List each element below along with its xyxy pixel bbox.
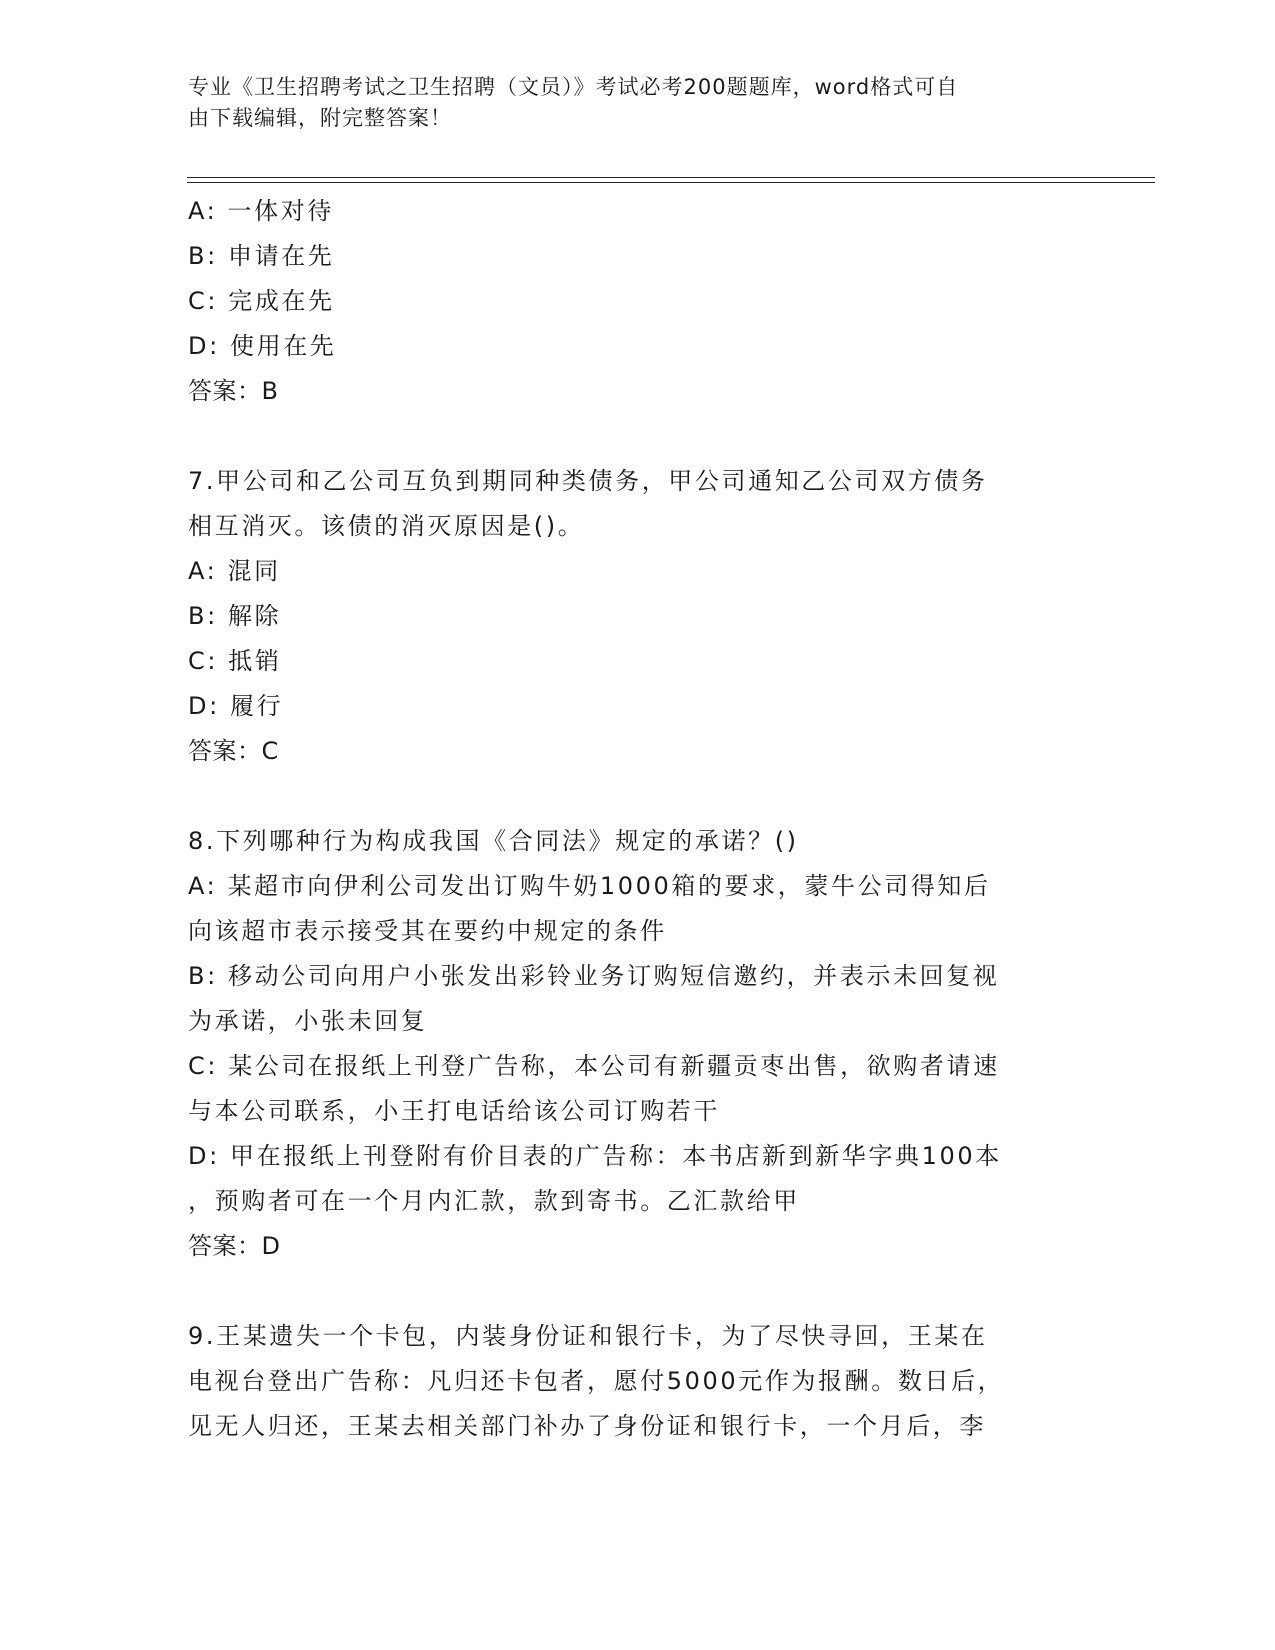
q7-option-c: C: 抵销 [188, 647, 282, 675]
header-line-2: 由下载编辑，附完整答案！ [188, 106, 452, 130]
q8-option-b-cont: 为承诺，小张未回复 [188, 1007, 428, 1035]
q8-option-a: A: 某超市向伊利公司发出订购牛奶1000箱的要求，蒙牛公司得知后 [188, 872, 991, 900]
header-line-1: 专业《卫生招聘考试之卫生招聘（文员）》考试必考200题题库，word格式可自 [188, 75, 959, 99]
q8-stem-line-1: 8.下列哪种行为构成我国《合同法》规定的承诺？() [188, 827, 799, 855]
q7-stem-line-2: 相互消灭。该债的消灭原因是()。 [188, 512, 585, 540]
q7-answer: 答案：C [188, 737, 279, 765]
document-header [188, 72, 1068, 134]
q7-stem-line-1: 7.甲公司和乙公司互负到期同种类债务，甲公司通知乙公司双方债务 [188, 467, 988, 495]
q9-stem-line-1: 9.王某遗失一个卡包，内装身份证和银行卡，为了尽快寻回，王某在 [188, 1322, 988, 1350]
header-rule-top [187, 177, 1155, 178]
q8-option-a-cont: 向该超市表示接受其在要约中规定的条件 [188, 917, 667, 945]
q6-option-a: A: 一体对待 [188, 197, 334, 225]
q6-option-c: C: 完成在先 [188, 287, 335, 315]
q8-option-c: C: 某公司在报纸上刊登广告称，本公司有新疆贡枣出售，欲购者请速 [188, 1052, 1000, 1080]
q6-option-d: D: 使用在先 [188, 332, 337, 360]
q7-option-a: A: 混同 [188, 557, 281, 585]
q7-option-b: B: 解除 [188, 602, 282, 630]
q7-option-d: D: 履行 [188, 692, 284, 720]
q9-stem-line-3: 见无人归还，王某去相关部门补办了身份证和银行卡，一个月后，李 [188, 1412, 986, 1440]
q6-answer: 答案：B [188, 377, 279, 405]
q9-stem-line-2: 电视台登出广告称：凡归还卡包者，愿付5000元作为报酬。数日后， [188, 1367, 1005, 1395]
header-rule-bottom [187, 182, 1155, 183]
q8-option-b: B: 移动公司向用户小张发出彩铃业务订购短信邀约，并表示未回复视 [188, 962, 1000, 990]
q8-option-d: D: 甲在报纸上刊登附有价目表的广告称：本书店新到新华字典100本 [188, 1142, 1002, 1170]
q8-option-c-cont: 与本公司联系，小王打电话给该公司订购若干 [188, 1097, 720, 1125]
q8-option-d-cont: ，预购者可在一个月内汇款，款到寄书。乙汇款给甲 [188, 1187, 800, 1215]
q8-answer: 答案：D [188, 1232, 281, 1260]
q6-option-b: B: 申请在先 [188, 242, 335, 270]
